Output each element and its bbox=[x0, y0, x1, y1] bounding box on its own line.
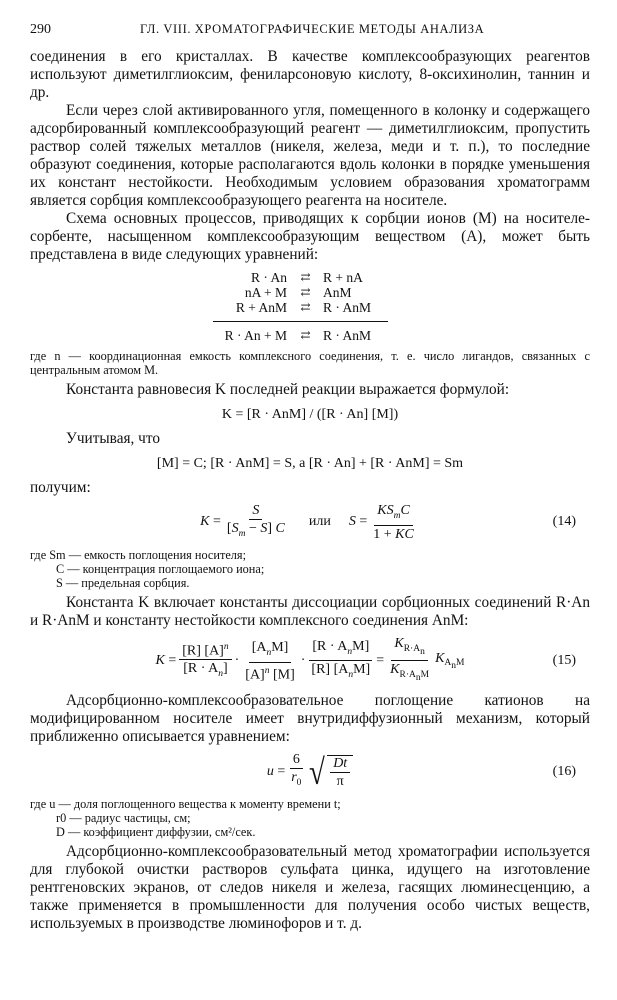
paragraph-5: Учитывая, что bbox=[66, 430, 160, 447]
note-u: где u — доля поглощенного вещества к моменту времени t; bbox=[30, 796, 341, 811]
formula-16: u = $\frac{6}{r_0}$ √ $\frac{Dt}{\pi}$ (16) bbox=[266, 751, 576, 792]
paragraph-4: Константа равновесия K последней реакции выражается формулой: bbox=[66, 381, 510, 398]
reaction-left: nA + M bbox=[244, 284, 287, 300]
notes-16 bbox=[30, 797, 590, 839]
notes-14 bbox=[30, 548, 590, 590]
note-s: S — предельная сорбция. bbox=[56, 575, 190, 590]
paragraph-3: Схема основных процессов, приводящих к сорбции ионов (M) на носителе-сорбенте, насыщенном комплексообразующим веществом (A), может быть представлена в виде следующих уравнений: bbox=[30, 210, 590, 263]
paragraph-7: Константа K включает константы диссоциации сорбционных соединений R·An и R·AnM и константу нестойкости комплексного соединения AnM: bbox=[30, 593, 590, 629]
reaction-row bbox=[215, 285, 395, 300]
reaction-row bbox=[215, 300, 395, 315]
paragraph-9: Адсорбционно-комплексообразовательный метод хроматографии используется для глубокой очистки растворов сульфата цинка, идущего на изготовление рентгеновских экранов, от следов никеля и железа, гасящих люминесценцию, а также применяется в промышленности для получения особо чистых веществ, используемых в производстве люминофоров и т. д. bbox=[30, 842, 590, 932]
page bbox=[30, 22, 590, 933]
page-number: 290 bbox=[30, 22, 51, 37]
reaction-right: R + nA bbox=[323, 269, 363, 285]
reaction-scheme bbox=[215, 270, 395, 315]
note-c: C — концентрация поглощаемого иона; bbox=[56, 561, 265, 576]
equation-number: (14) bbox=[552, 514, 576, 530]
formula-14: K = $\frac{S}{[S_m - S] C}$ или S = $\frac{KS_mC}{1 + KC}$ (14) bbox=[200, 503, 576, 542]
running-header bbox=[30, 22, 590, 38]
equilibrium-arrow-icon: ⇄ bbox=[300, 328, 310, 342]
paragraph-1: соединения в его кристаллах. В качестве комплексообразующих реагентов используют диметилглиоксим, фениларсоновую кислоту, 8-оксихинолин, таннин и др. bbox=[30, 48, 590, 101]
paragraph-2: Если через слой активированного угля, помещенного в колонку и содержащего адсорбированный комплексообразующий реагент — диметилглиоксим, пропустить раствор солей тяжелых металлов (никеля, железа, меди и т. п.), то последние образуют соединения, которые располагаются вдоль колонки в порядке уменьшения их констант нестойкости. Необходимым условием образования хроматограмм является сорбция комплексообразующего реагента на носителе. bbox=[30, 102, 590, 209]
reaction-sum-left: R · An + M bbox=[224, 327, 287, 343]
reaction-sum-right: R · AnM bbox=[323, 327, 372, 343]
formula-15: K = $\frac{[R] [A]^n}{[R \cdot A_n]}$ · $\frac{[A_nM]}{[A]^n [M]}$ · $\frac{[R \cdot A_nM]}{[R] [A_nM]}$ = $\frac{K_{R\cdot A_n}}{K_{R\cdot A_nM}}$ $K_{A_nM}$ (15) bbox=[155, 635, 576, 684]
equation-number: (15) bbox=[552, 652, 576, 668]
sum-rule bbox=[213, 321, 388, 322]
chapter-title: ГЛ. VIII. ХРОМАТОГРАФИЧЕСКИЕ МЕТОДЫ АНАЛИЗА bbox=[140, 22, 485, 36]
reaction-left: R + AnM bbox=[235, 299, 287, 315]
formula-given: [M] = C; [R · AnM] = S, а [R · An] + [R · AnM] = Sm bbox=[156, 456, 464, 471]
note-n: где n — координационная емкость комплексного соединения, т. е. число лигандов, связанных с центральным атомом M. bbox=[30, 349, 590, 377]
note-sm: где Sm — емкость поглощения носителя; bbox=[30, 547, 246, 562]
reaction-left: R · An bbox=[250, 269, 287, 285]
note-d: D — коэффициент диффузии, см²/сек. bbox=[56, 824, 256, 839]
paragraph-6: получим: bbox=[30, 479, 91, 496]
reaction-right: R · AnM bbox=[323, 299, 372, 315]
reaction-row bbox=[215, 270, 395, 285]
equilibrium-arrow-icon: ⇄ bbox=[300, 300, 310, 314]
note-r0: r0 — радиус частицы, см; bbox=[56, 810, 191, 825]
formula-or: или bbox=[308, 514, 331, 530]
equation-number: (16) bbox=[552, 763, 576, 779]
equilibrium-arrow-icon: ⇄ bbox=[300, 285, 310, 299]
reaction-right: AnM bbox=[323, 284, 352, 300]
equilibrium-arrow-icon: ⇄ bbox=[300, 270, 310, 284]
formula-k-def: K = [R · AnM] / ([R · An] [M]) bbox=[221, 407, 399, 422]
paragraph-8: Адсорбционно-комплексообразовательное поглощение катионов на модифицированном носителе имеет внутридиффузионный механизм, который приближенно описывается уравнением: bbox=[30, 692, 590, 746]
reaction-sum bbox=[215, 328, 395, 343]
